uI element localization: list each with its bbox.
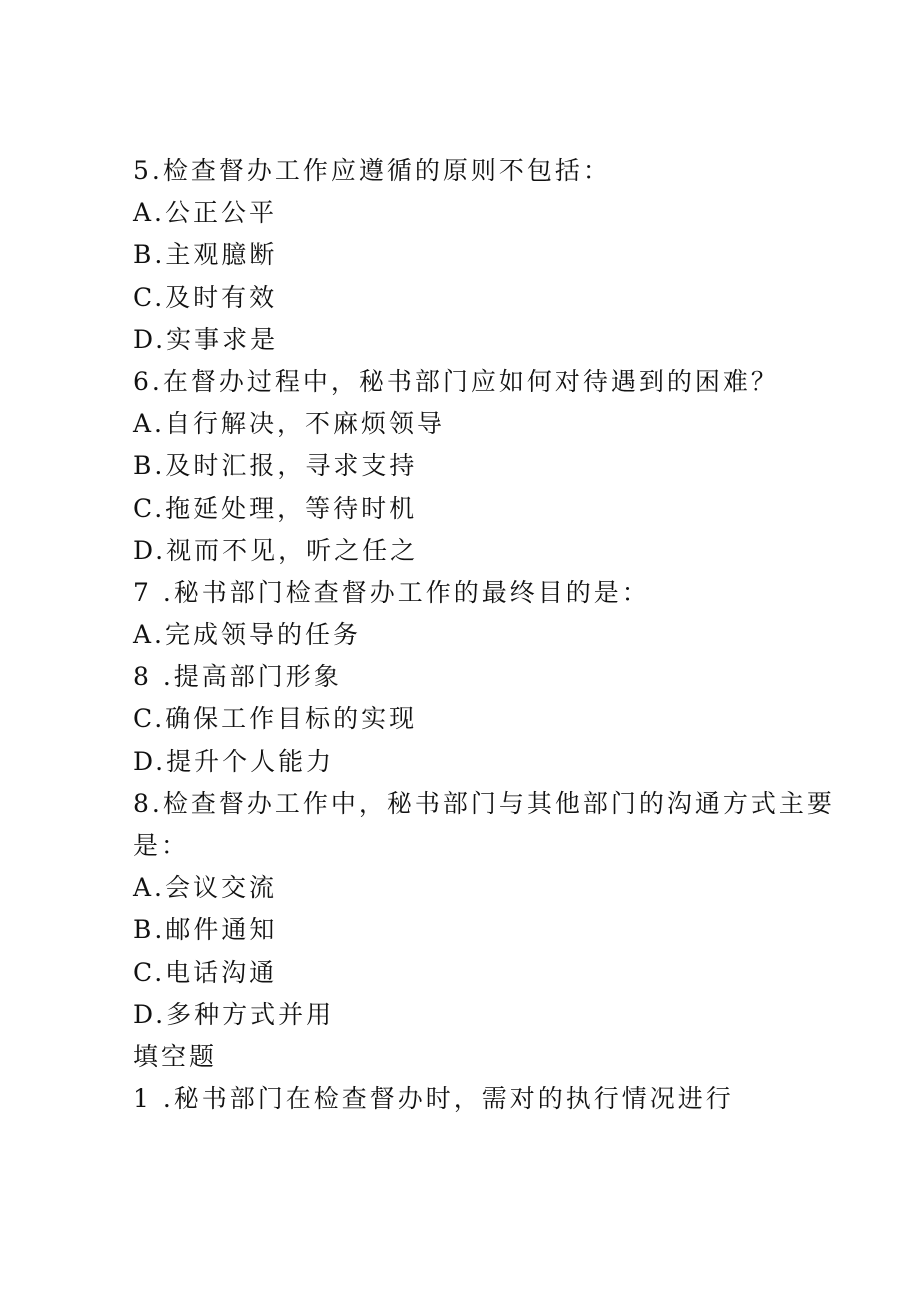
question-8: 8.检查督办工作中，秘书部门与其他部门的沟通方式主要 [133,788,835,818]
document-body [133,150,833,1120]
question-6: 6.在督办过程中，秘书部门应如何对待遇到的困难？ [133,366,779,396]
option-8a: A.会议交流 [133,873,278,903]
option-5a: A.公正公平 [133,198,278,228]
option-8c: C.电话沟通 [133,957,278,987]
option-5b: B.主观臆断 [133,240,278,270]
option-7a: A.完成领导的任务 [133,620,362,650]
option-7d: D.提升个人能力 [133,746,335,776]
question-8-continued: 是： [133,831,190,860]
option-8b: B.邮件通知 [133,915,278,945]
option-7c: C.确保工作目标的实现 [133,704,418,734]
section-heading-fill-in: 填空题 [133,1041,218,1071]
option-6c: C.拖延处理，等待时机 [133,493,418,523]
question-7: 7 .秘书部门检查督办工作的最终目的是： [133,577,650,607]
option-5d: D.实事求是 [133,324,279,354]
fill-in-question-1: 1 .秘书部门在检查督办时，需对的执行情况进行 [133,1084,734,1114]
option-5c: C.及时有效 [133,282,278,312]
option-6a: A.自行解决，不麻烦领导 [133,409,446,439]
question-5: 5.检查督办工作应遵循的原则不包括： [133,156,611,185]
option-6b: B.及时汇报，寻求支持 [133,451,418,481]
option-7b: 8 .提高部门形象 [133,662,342,692]
option-8d: D.多种方式并用 [133,999,335,1029]
option-6d: D.视而不见，听之任之 [133,535,419,565]
